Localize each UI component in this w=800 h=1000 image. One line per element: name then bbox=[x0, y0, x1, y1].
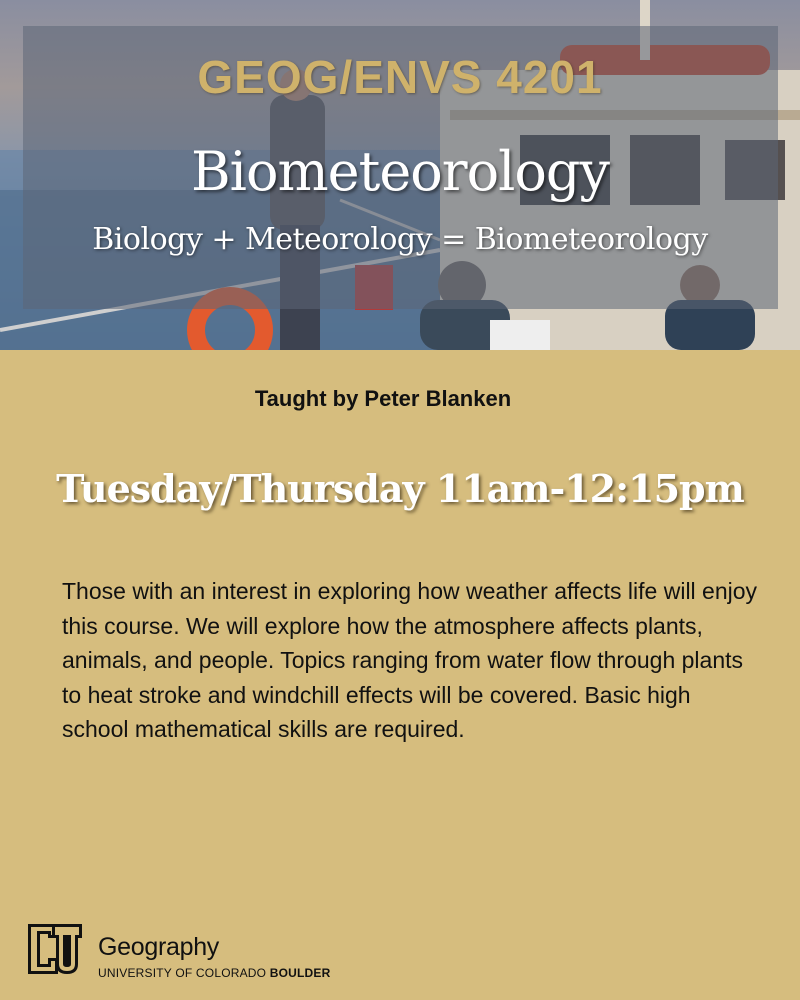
university-name: UNIVERSITY OF COLORADO BOULDER bbox=[98, 966, 331, 980]
course-tagline: Biology + Meteorology = Biometeorology bbox=[92, 222, 708, 257]
cu-boulder-logo-icon bbox=[24, 918, 86, 980]
instructor-line: Taught by Peter Blanken bbox=[254, 386, 512, 411]
department-name: Geography bbox=[98, 933, 219, 961]
schedule-line: Tuesday/Thursday 11am-12:15pm bbox=[56, 466, 744, 511]
course-code: GEOG/ENVS 4201 bbox=[197, 51, 603, 103]
course-description: Those with an interest in exploring how weather affects life will enjoy this course. We will explore how the atmosphere affects plants, animals, and people. Topics ranging from water flow through plants to heat stroke and windchill effects will be covered. Basic high school mathematical skills are required. bbox=[62, 578, 758, 742]
hero-photo bbox=[0, 0, 800, 350]
course-title: Biometeorology bbox=[191, 140, 609, 203]
